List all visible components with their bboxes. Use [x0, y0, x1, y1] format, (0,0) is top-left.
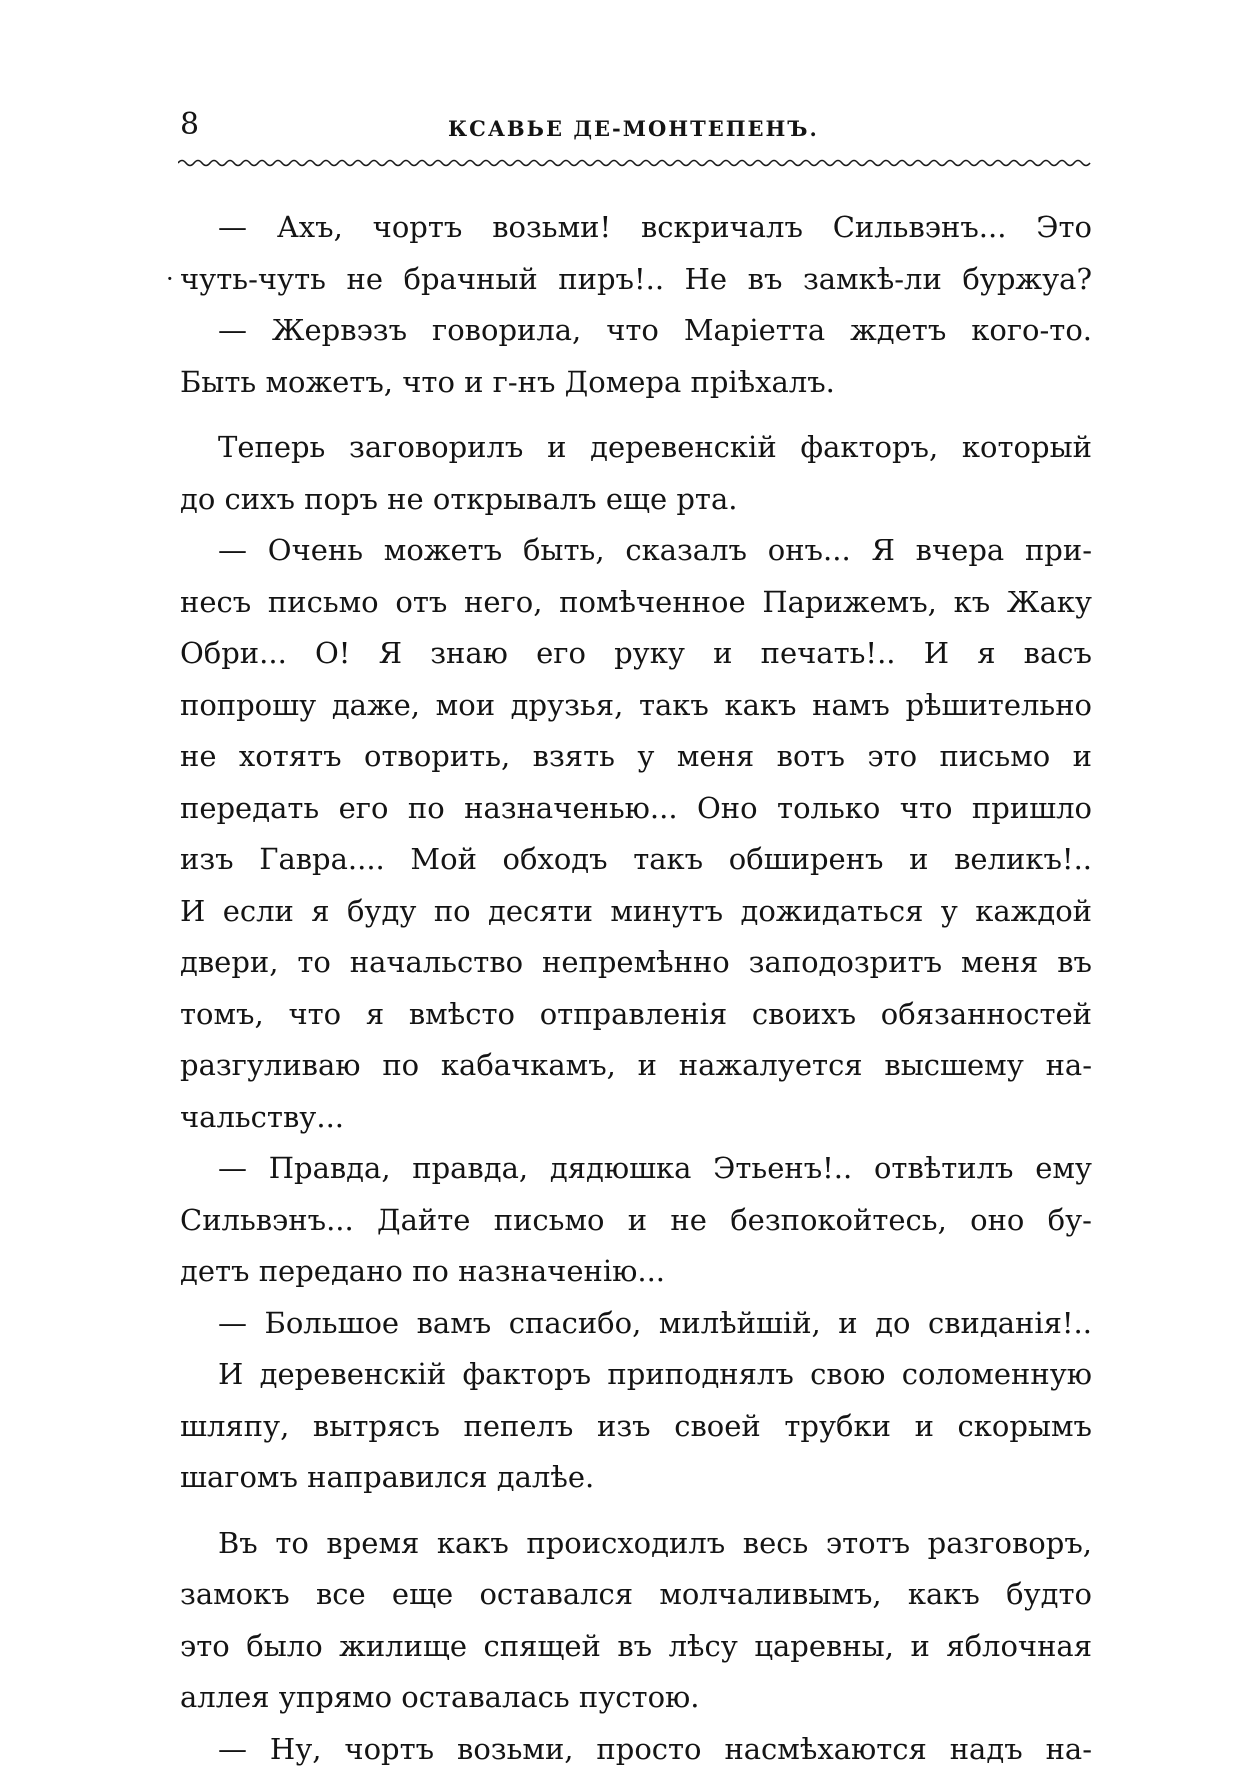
running-title: КСАВЬЕ ДЕ-МОНТЕПЕНЪ.: [448, 116, 819, 141]
text-line: Быть можетъ, что и г-нъ Домера пріѣхалъ.: [180, 364, 835, 399]
text-line: томъ, что я вмѣсто отправленія своихъ обязанностей: [180, 996, 1092, 1031]
text-line: Обри... О! Я знаю его руку и печать!.. И я васъ: [180, 636, 1092, 670]
text-line: двери, то начальство непремѣнно заподозритъ меня въ: [180, 945, 1092, 979]
text-line: передать его по назначенью... Оно только что пришло: [180, 790, 1092, 825]
text-line: до сихъ поръ не открывалъ еще рта.: [180, 481, 738, 516]
text-line: шагомъ направился далѣе.: [180, 1460, 595, 1494]
text-line: аллея упрямо оставалась пустою.: [180, 1680, 700, 1714]
text-line: Сильвэнъ... Дайте письмо и не безпокойтесь, оно бу-: [180, 1202, 1092, 1237]
wavy-rule-ornament: [178, 156, 1094, 170]
text-line-content: чуть-чуть не брачный пиръ!.. Не въ замкѣ-ли буржуа?: [180, 261, 1092, 296]
text-line: изъ Гавра.... Мой обходъ такъ обширенъ и великъ!..: [180, 842, 1092, 876]
text-line: И если я буду по десяти минутъ дожидаться у каждой: [180, 893, 1092, 928]
text-line: чальству...: [180, 1099, 345, 1134]
text-line: замокъ все еще оставался молчаливымъ, какъ будто: [180, 1577, 1092, 1611]
text-line: не хотятъ отворить, взять у меня вотъ это письмо и: [180, 739, 1092, 773]
text-line: Въ то время какъ происходилъ весь этотъ разговоръ,: [218, 1525, 1092, 1560]
margin-dot: ·: [166, 264, 174, 293]
text-line: попрошу даже, мои друзья, такъ какъ намъ рѣшительно: [180, 687, 1092, 722]
text-line: — Ахъ, чортъ возьми! вскричалъ Сильвэнъ... Это: [218, 210, 1092, 244]
text-line: [166, 257, 1092, 309]
text-line: это было жилище спящей въ лѣсу царевны, и яблочная: [180, 1628, 1092, 1663]
text-line: — Ну, чортъ возьми, просто насмѣхаются надъ на-: [218, 1731, 1092, 1766]
page-number: 8: [180, 107, 200, 142]
text-line: разгуливаю по кабачкамъ, и нажалуется высшему на-: [180, 1048, 1092, 1082]
text-line: шляпу, вытрясъ пепелъ изъ своей трубки и скорымъ: [180, 1408, 1092, 1443]
running-head: [180, 108, 1092, 156]
text-line: — Правда, правда, дядюшка Этьенъ!.. отвѣтилъ ему: [218, 1151, 1092, 1185]
body-text: [166, 205, 1092, 1778]
text-line: Теперь заговорилъ и деревенскій факторъ, который: [218, 430, 1092, 464]
text-line: — Очень можетъ быть, сказалъ онъ... Я вчера при-: [218, 533, 1092, 567]
text-line: — Жервэзъ говорила, что Маріетта ждетъ кого-то.: [218, 313, 1092, 347]
text-line: детъ передано по назначенію...: [180, 1254, 665, 1288]
text-line: И деревенскій факторъ приподнялъ свою соломенную: [218, 1357, 1092, 1391]
text-line: несъ письмо отъ него, помѣченное Парижемъ, къ Жаку: [180, 584, 1092, 619]
text-line: — Большое вамъ спасибо, милѣйшій, и до свиданія!..: [218, 1305, 1092, 1340]
